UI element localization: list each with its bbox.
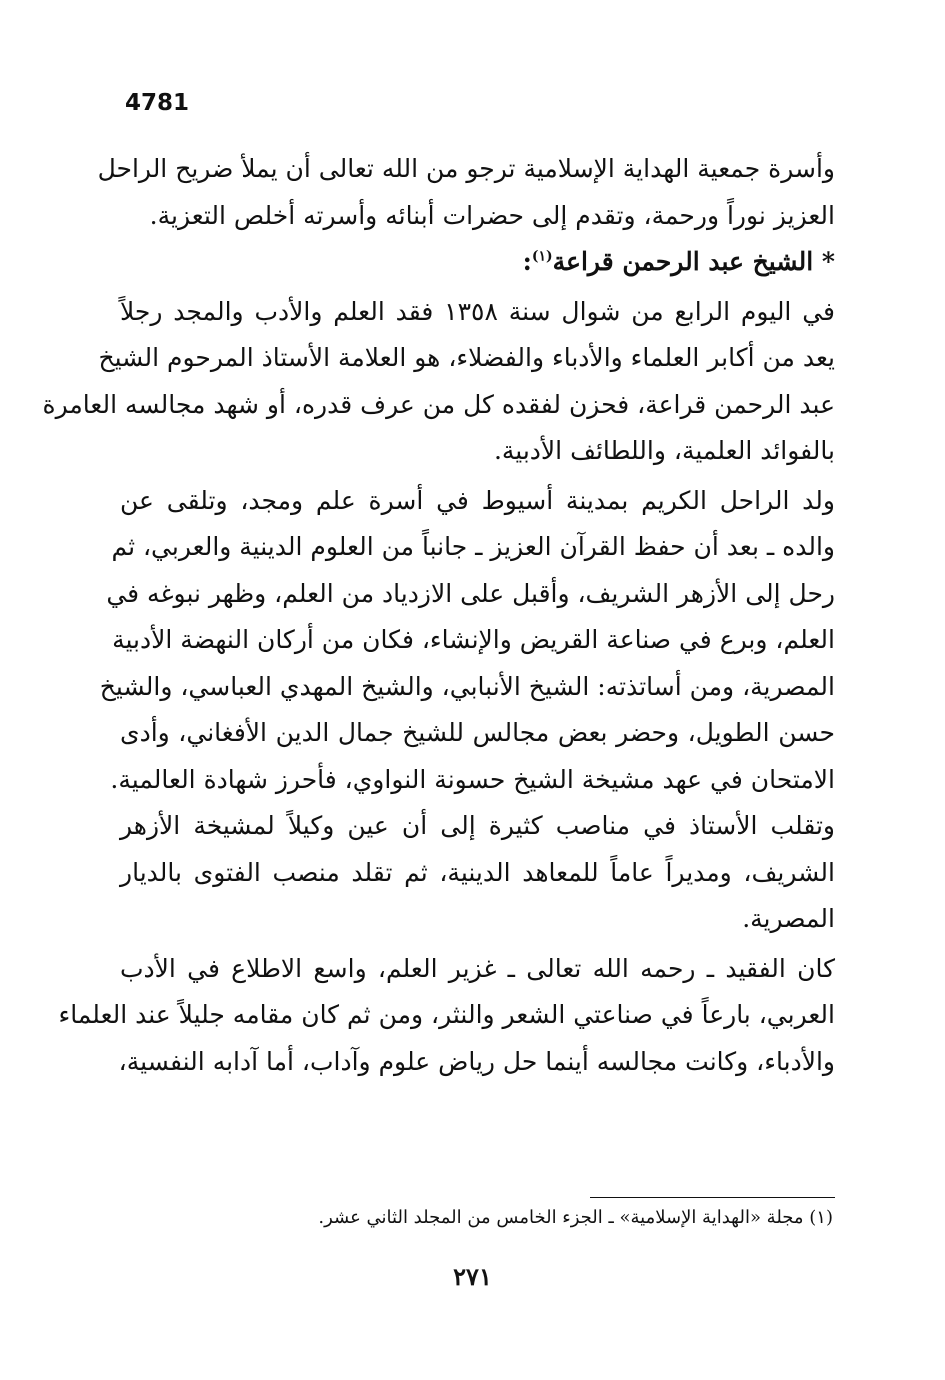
text-line: المصرية. [742, 904, 835, 933]
text-line: وأسرة جمعية الهداية الإسلامية ترجو من الله تعالى أن يملأ ضريح الراحل [97, 154, 835, 183]
footnote-reference: (١) [531, 248, 553, 265]
text-line: في اليوم الرابع من شوال سنة ١٣٥٨ فقد العلم والأدب والمجد رجلاً [120, 296, 836, 326]
text-line: الشريف، ومديراً عاماً للمعاهد الدينية، ثم تقلد منصب الفتوى بالديار [120, 857, 835, 887]
text-line: العربي، بارعاً في صناعتي الشعر والنثر، ومن ثم كان مقامه جليلاً عند العلماء [58, 1000, 835, 1029]
text-line: كان الفقيد ـ رحمه الله تعالى ـ غزير العلم، واسع الاطلاع في الأدب [120, 953, 835, 983]
footnote-divider [590, 1197, 835, 1198]
heading-colon: : [522, 247, 532, 276]
heading-title: الشيخ عبد الرحمن قراعة [552, 247, 814, 276]
text-line: ولد الراحل الكريم بمدينة أسيوط في أسرة علم ومجد، وتلقى عن [120, 485, 835, 515]
text-line: عبد الرحمن قراعة، فحزن لفقده كل من عرف قدره، أو شهد مجالسه العامرة [42, 389, 835, 419]
text-line: المصرية، ومن أساتذته: الشيخ الأنبابي، والشيخ المهدي العباسي، والشيخ [99, 671, 835, 701]
text-line: وتقلب الأستاذ في مناصب كثيرة إلى أن عين وكيلاً لمشيخة الأزهر [120, 811, 835, 840]
section-heading [120, 239, 835, 286]
page-id: 4781 [125, 90, 190, 116]
page-number: ٢٧١ [453, 1262, 492, 1291]
text-line: يعد من أكابر العلماء والأدباء والفضلاء، هو العلامة الأستاذ المرحوم الشيخ [98, 343, 835, 372]
body-text [42, 146, 836, 1085]
text-line: العلم، وبرع في صناعة القريض والإنشاء، فكان من أركان النهضة الأدبية [112, 625, 835, 654]
text-line: رحل إلى الأزهر الشريف، وأقبل على الازدياد من العلم، وظهر نبوغه في [106, 578, 835, 608]
text-line: بالفوائد العلمية، واللطائف الأدبية. [493, 436, 835, 465]
text-line: حسن الطويل، وحضر بعض مجالس للشيخ جمال الدين الأفغاني، وأدى [120, 718, 835, 747]
footnote: (١) مجلة «الهداية الإسلامية» ـ الجزء الخامس من المجلد الثاني عشر. [318, 1207, 833, 1228]
bullet-marker: * [821, 247, 835, 276]
text-line: والده ـ بعد أن حفظ القرآن العزيز ـ جانباً من العلوم الدينية والعربي، ثم [111, 532, 835, 561]
text-line: العزيز نوراً ورحمة، وتقدم إلى حضرات أبنائه وأسرته أخلص التعزية. [149, 200, 835, 230]
text-line: والأدباء، وكانت مجالسه أينما حل رياض علوم وآداب، أما آدابه النفسية، [118, 1046, 835, 1076]
text-line: الامتحان في عهد مشيخة الشيخ حسونة النواوي، فأحرز شهادة العالمية. [110, 764, 835, 794]
